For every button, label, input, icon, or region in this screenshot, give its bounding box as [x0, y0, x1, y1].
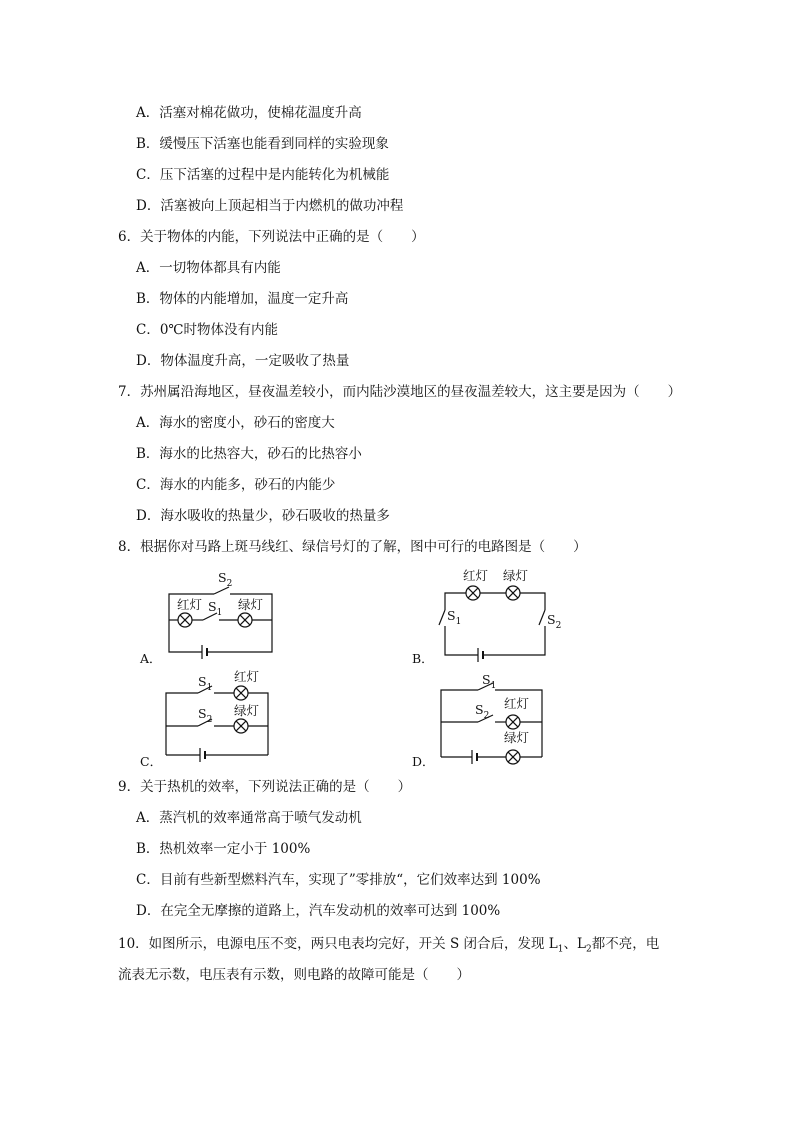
- q9-stem: 9．关于热机的效率，下列说法正确的是（ ）: [118, 779, 412, 795]
- q5-option-d: D．活塞被向上顶起相当于内燃机的做功冲程: [136, 198, 404, 214]
- q10-stem-line1: 10．如图所示，电源电压不变，两只电表均完好，开关 S 闭合后，发现 $L_1$、$L_2$都不亮，电: [118, 936, 660, 955]
- q5-option-c: C．压下活塞的过程中是内能转化为机械能: [136, 167, 390, 183]
- circuit-b-green-lamp-label: 绿灯: [503, 568, 529, 583]
- q7-option-a: A．海水的密度小，砂石的密度大: [136, 415, 335, 431]
- q5-option-b: B．缓慢压下活塞也能看到同样的实验现象: [136, 136, 389, 152]
- q6-stem: 6．关于物体的内能，下列说法中正确的是（ ）: [118, 229, 425, 245]
- circuit-c-switch-s1-label: $S_1$: [198, 674, 213, 693]
- circuit-b-switch-s1-label: $S_1$: [447, 608, 462, 627]
- q9-option-a: A．蒸汽机的效率通常高于喷气发动机: [136, 810, 362, 826]
- circuit-a-switch-s1-label: $S_1$: [208, 599, 223, 618]
- q7-option-c: C．海水的内能多，砂石的内能少: [136, 477, 336, 493]
- q6-option-d: D．物体温度升高，一定吸收了热量: [136, 353, 350, 369]
- circuit-c-switch-s2-label: $S_2$: [198, 706, 213, 725]
- q7-option-d: D．海水吸收的热量少，砂石吸收的热量多: [136, 508, 390, 524]
- circuit-a-option-label: A．: [140, 651, 162, 666]
- circuit-b: [412, 568, 561, 666]
- circuit-c-option-label: C．: [140, 754, 163, 769]
- circuit-d-option-label: D．: [412, 754, 435, 769]
- q6-option-c: C．0℃时物体没有内能: [136, 322, 279, 338]
- circuit-b-switch-s2-label: $S_2$: [547, 612, 562, 631]
- circuit-a-switch-s2-label: $S_2$: [218, 570, 233, 589]
- circuit-c-red-lamp-label: 红灯: [234, 669, 260, 684]
- q7-option-b: B．海水的比热容大，砂石的比热容小: [136, 446, 362, 462]
- circuit-d-switch-s2-label: $S_2$: [475, 702, 490, 721]
- circuit-a: [139, 570, 272, 666]
- circuit-a-green-lamp-label: 绿灯: [238, 597, 264, 612]
- q10-stem-line2: 流表无示数，电压表有示数，则电路的故障可能是（ ）: [118, 967, 470, 983]
- circuit-d: [412, 672, 542, 769]
- q9-option-d: D．在完全无摩擦的道路上，汽车发动机的效率可达到 100%: [136, 903, 501, 919]
- q5-option-a: A．活塞对棉花做功，使棉花温度升高: [136, 105, 362, 121]
- q7-stem: 7．苏州属沿海地区，昼夜温差较小，而内陆沙漠地区的昼夜温差较大，这主要是因为（ ）: [118, 384, 682, 400]
- circuit-d-green-lamp-label: 绿灯: [504, 730, 530, 745]
- q8-stem: 8．根据你对马路上斑马线红、绿信号灯的了解，图中可行的电路图是（ ）: [118, 539, 587, 555]
- q9-option-c: C．目前有些新型燃料汽车，实现了”零排放“，它们效率达到 100%: [136, 872, 541, 888]
- circuit-b-red-lamp-label: 红灯: [463, 568, 489, 583]
- q6-option-b: B．物体的内能增加，温度一定升高: [136, 291, 349, 307]
- circuit-c: [140, 669, 268, 769]
- q6-option-a: A．一切物体都具有内能: [136, 260, 281, 276]
- circuit-d-red-lamp-label: 红灯: [504, 696, 530, 711]
- circuit-c-green-lamp-label: 绿灯: [234, 703, 260, 718]
- circuit-a-red-lamp-label: 红灯: [177, 597, 203, 612]
- circuit-b-option-label: B．: [412, 651, 434, 666]
- circuit-d-switch-s1-label: $S_1$: [482, 672, 497, 691]
- q9-option-b: B．热机效率一定小于 100%: [136, 841, 311, 857]
